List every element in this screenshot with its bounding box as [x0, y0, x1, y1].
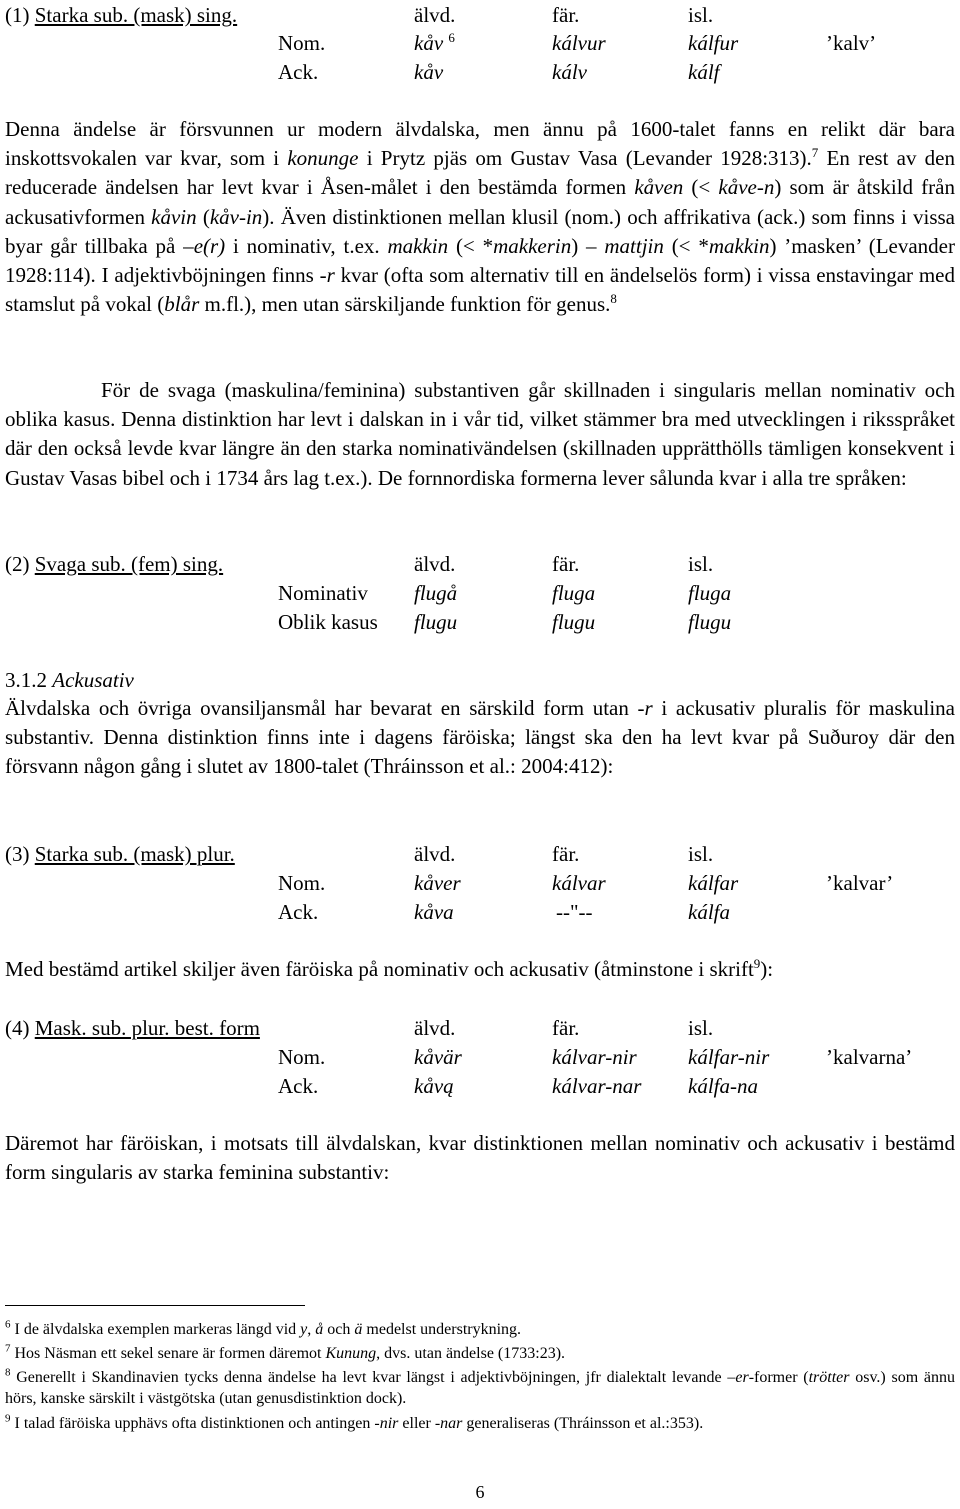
case-label: Nom.	[278, 31, 326, 55]
text: eller -	[398, 1415, 441, 1432]
text: medelst understrykning.	[362, 1321, 522, 1338]
col-header-far: fär.	[552, 3, 580, 27]
example-heading: Starka sub. (mask) plur.	[34, 842, 235, 866]
text: ). Även distinktionen mellan klusil (nom.) och affrikativa (ack.) som finns i vissa byar går tillbaka på –	[5, 204, 955, 258]
paragraph-4	[5, 955, 955, 984]
text: (	[196, 204, 210, 229]
footnote-number: 9	[5, 1412, 11, 1425]
form-alvd: flugu	[414, 610, 458, 634]
text: Älvdalska och övriga ovansiljansmål har bevarat en särskild form utan	[5, 696, 638, 720]
footnote-7	[5, 1344, 955, 1365]
italic-term: blår	[164, 292, 200, 317]
form-isl: kálfur	[688, 31, 739, 55]
text: kvar (ofta som alternativ till en ändelselös form) i vissa enstavingar med stamslut på vokal (	[5, 263, 955, 317]
col-header-far: fär.	[552, 552, 580, 576]
paragraph-1	[5, 115, 955, 319]
footnote-separator	[5, 1305, 305, 1306]
case-label: Nom.	[278, 871, 326, 895]
form-alvd: kåv	[414, 60, 444, 84]
form-alvd: kåv	[414, 31, 444, 55]
text: Med bestämd artikel skiljer även färöiska på nominativ och ackusativ (åtminstone i skrift	[5, 957, 754, 981]
text: (< *	[663, 233, 709, 258]
form-alvd: kåver	[414, 871, 461, 895]
text: ):	[760, 957, 774, 981]
col-header-isl: isl.	[688, 3, 714, 27]
italic-term: -r	[319, 263, 335, 288]
section-title: Ackusativ	[52, 668, 134, 692]
gloss: ’kalvar’	[826, 871, 894, 895]
italic-term: mattjin	[604, 233, 664, 258]
form-alvd: flugå	[414, 581, 458, 605]
footnote-6	[5, 1320, 955, 1341]
text: , dvs. utan ändelse (1733:23).	[376, 1345, 566, 1362]
text: Denna ändelse är försvunnen ur modern älvdalska, men ännu på 1600-talet fanns en relikt där bara inskottsvokalen var kvar, som i	[5, 117, 955, 171]
italic-term: e(r)	[193, 233, 226, 258]
col-header-isl: isl.	[688, 552, 714, 576]
text: i ackusativ pluralis för maskulina substantiv. Denna distinktion finns inte i dagens färöiska; längst ska den ha levt kvar på Suðuroy där den försvann någon gång i slutet av 1800-talet (Thráinsson et al.: 2004:412):	[5, 696, 956, 779]
italic-term: kåve-n	[718, 175, 775, 200]
text: ) som är åtskild från ackusativformen	[5, 175, 955, 229]
col-header-alvd: älvd.	[414, 3, 456, 27]
paragraph-3	[5, 694, 955, 782]
text: (< *	[448, 233, 494, 258]
col-header-far: fär.	[552, 1016, 580, 1040]
example-heading: Svaga sub. (fem) sing.	[34, 552, 224, 576]
italic-term: ä	[354, 1321, 363, 1338]
text: ,	[307, 1321, 316, 1338]
form-far: kálvar	[552, 871, 606, 895]
footnote-ref: 6	[448, 30, 455, 45]
footnote-8	[5, 1368, 955, 1409]
italic-term: -r	[637, 696, 653, 720]
text: Hos Näsman ett sekel senare är formen däremot	[10, 1345, 326, 1362]
col-header-far: fär.	[552, 842, 580, 866]
form-alvd: kåvą	[414, 1074, 454, 1098]
italic-term: y	[300, 1321, 308, 1338]
example-heading: Mask. sub. plur. best. form	[34, 1016, 260, 1040]
example-label: (2)	[5, 552, 35, 576]
text: ) ’masken’ (Levander 1928:114). I adjektivböjningen finns	[5, 233, 955, 288]
footnote-9	[5, 1414, 955, 1435]
col-header-alvd: älvd.	[414, 1016, 456, 1040]
case-label: Ack.	[278, 1074, 319, 1098]
paragraph-5: Däremot har färöiskan, i motsats till älvdalskan, kvar distinktionen mellan nominativ och ackusativ i bestämd form singularis av starka feminina substantiv:	[5, 1131, 955, 1185]
footnote-ref: 8	[610, 291, 617, 307]
col-header-alvd: älvd.	[414, 842, 456, 866]
form-far: kálvar-nar	[552, 1074, 642, 1098]
form-far: flugu	[552, 610, 596, 634]
example-heading: Starka sub. (mask) sing.	[34, 3, 238, 27]
form-isl: flugu	[688, 610, 732, 634]
example-label: (3)	[5, 842, 35, 866]
text: -former (	[748, 1369, 809, 1386]
case-label: Oblik kasus	[278, 610, 378, 634]
footnote-ref: 7	[811, 145, 819, 161]
text: generaliseras (Thráinsson et al.:353).	[462, 1415, 704, 1432]
text: i nominativ, t.ex.	[225, 233, 388, 258]
case-label: Ack.	[278, 900, 319, 924]
form-far: --"--	[556, 900, 593, 924]
text: m.fl.), men utan särskiljande funktion för genus.	[199, 292, 611, 317]
italic-term: nir	[379, 1415, 399, 1432]
col-header-alvd: älvd.	[414, 552, 456, 576]
italic-term: makkin	[708, 233, 770, 258]
form-far: kálvar-nir	[552, 1045, 637, 1069]
form-isl: fluga	[688, 581, 732, 605]
text: En rest av den reducerade ändelsen har levt kvar i Åsen-målet i den bestämda formen	[5, 146, 956, 200]
text: (<	[683, 175, 719, 200]
form-isl: kálfa-na	[688, 1074, 758, 1098]
form-far: kálv	[552, 60, 587, 84]
form-far: kálvur	[552, 31, 606, 55]
italic-term: makkerin	[493, 233, 572, 258]
footnote-number: 6	[5, 1318, 11, 1331]
text: Generellt i Skandinavien tycks denna ändelse ha levt kvar längst i adjektivböjningen, jfr dialektalt levande –	[10, 1369, 736, 1386]
italic-term: å	[315, 1321, 324, 1338]
italic-term: er	[735, 1369, 749, 1386]
case-label: Nominativ	[278, 581, 368, 605]
col-header-isl: isl.	[688, 1016, 714, 1040]
form-alvd: kåvär	[414, 1045, 462, 1069]
text: och	[323, 1321, 355, 1338]
gloss: ’kalv’	[826, 31, 877, 55]
case-label: Ack.	[278, 60, 319, 84]
italic-term: kåv-in	[209, 204, 263, 229]
italic-term: makkin	[387, 233, 449, 258]
text: osv.) som ännu hörs, kanske särskilt i västgötska (utan genusdistinktion dock).	[5, 1369, 955, 1407]
example-label: (4)	[5, 1016, 35, 1040]
section-heading	[5, 665, 134, 695]
italic-term: konunge	[287, 146, 359, 171]
form-isl: kálfa	[688, 900, 730, 924]
text: I talad färöiska upphävs ofta distinktionen och antingen -	[10, 1415, 380, 1432]
case-label: Nom.	[278, 1045, 326, 1069]
form-isl: kálfar-nir	[688, 1045, 770, 1069]
italic-term: nar	[440, 1415, 463, 1432]
footnote-ref: 9	[753, 956, 761, 971]
paragraph-2: För de svaga (maskulina/feminina) substantiven går skillnaden i singularis mellan nominativ och oblika kasus. Denna distinktion har levt i dalskan in i vår tid, vilket stämmer bra med utvecklingen i riksspråket där den också levde kvar längre än den starka nominativändelsen (skillnaden upprätthölls tämligen konsekvent i Gustav Vasas bibel och i 1734 års lag t.ex.). De fornnordiska formerna lever sålunda kvar i alla tre språken:	[5, 378, 955, 490]
section-number: 3.1.2	[5, 668, 53, 692]
italic-term: kåvin	[151, 204, 197, 229]
page-number: 6	[475, 1482, 485, 1502]
form-isl: kálf	[688, 60, 720, 84]
col-header-isl: isl.	[688, 842, 714, 866]
example-label: (1)	[5, 3, 35, 27]
form-isl: kálfar	[688, 871, 739, 895]
gloss: ’kalvarna’	[826, 1045, 913, 1069]
text: i Prytz pjäs om Gustav Vasa (Levander 1928:313).	[358, 146, 812, 171]
italic-term: kåven	[634, 175, 684, 200]
form-far: fluga	[552, 581, 596, 605]
footnote-number: 7	[5, 1342, 11, 1355]
italic-term: Kunung	[325, 1345, 377, 1362]
footnote-number: 8	[5, 1366, 11, 1379]
text: ) –	[571, 233, 605, 258]
italic-term: trötter	[808, 1369, 850, 1386]
text: I de älvdalska exemplen markeras längd vid	[10, 1321, 301, 1338]
form-alvd: kåva	[414, 900, 454, 924]
